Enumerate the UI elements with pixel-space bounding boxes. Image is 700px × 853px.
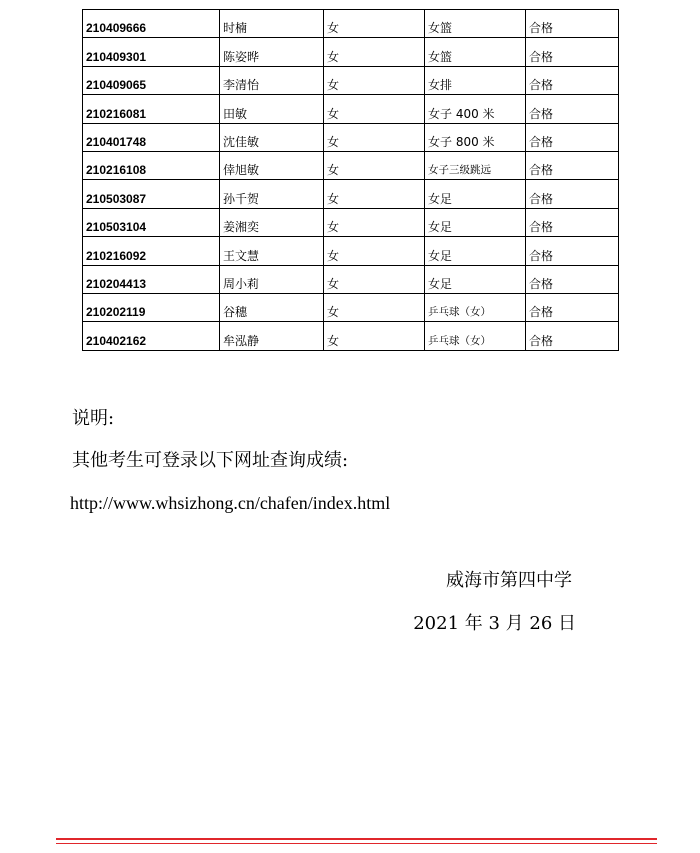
cell-exam-id: 210402162: [83, 322, 220, 350]
cell-name: 陈姿晔: [220, 38, 324, 66]
cell-gender: 女: [324, 95, 425, 123]
cell-result: 合格: [526, 293, 619, 321]
cell-exam-id: 210503104: [83, 208, 220, 236]
query-url-link[interactable]: http://www.whsizhong.cn/chafen/index.html: [70, 493, 391, 513]
cell-name: 周小莉: [220, 265, 324, 293]
cell-gender: 女: [324, 208, 425, 236]
note-instruction: 其他考生可登录以下网址查询成绩:: [72, 450, 349, 471]
cell-event: 女足: [425, 208, 526, 236]
cell-exam-id: 210409301: [83, 38, 220, 66]
cell-name: 田敏: [220, 95, 324, 123]
cell-event: 女足: [425, 237, 526, 265]
cell-result: 合格: [526, 38, 619, 66]
table-row: [83, 38, 619, 66]
cell-gender: 女: [324, 237, 425, 265]
cell-exam-id: 210216092: [83, 237, 220, 265]
table-row: [83, 293, 619, 321]
cell-name: 李清怡: [220, 66, 324, 94]
cell-result: 合格: [526, 265, 619, 293]
school-signature: 威海市第四中学: [446, 570, 572, 591]
cell-event: 女子 400 米: [425, 95, 526, 123]
cell-event: 女足: [425, 265, 526, 293]
table-row: [83, 180, 619, 208]
table-row: [83, 208, 619, 236]
cell-result: 合格: [526, 208, 619, 236]
cell-exam-id: 210409065: [83, 66, 220, 94]
cell-result: 合格: [526, 151, 619, 179]
cell-exam-id: 210204413: [83, 265, 220, 293]
cell-event: 女足: [425, 180, 526, 208]
cell-event: 乒乓球（女）: [425, 322, 526, 350]
cell-name: 沈佳敏: [220, 123, 324, 151]
cell-exam-id: 210202119: [83, 293, 220, 321]
cell-result: 合格: [526, 180, 619, 208]
table-row: [83, 95, 619, 123]
cell-name: 王文慧: [220, 237, 324, 265]
table-row: [83, 123, 619, 151]
cell-event: 女排: [425, 66, 526, 94]
cell-gender: 女: [324, 265, 425, 293]
cell-exam-id: 210216081: [83, 95, 220, 123]
cell-result: 合格: [526, 237, 619, 265]
cell-result: 合格: [526, 322, 619, 350]
cell-name: 时楠: [220, 10, 324, 38]
cell-result: 合格: [526, 123, 619, 151]
signature-date: 2021 年 3 月 26 日: [413, 613, 576, 634]
cell-gender: 女: [324, 293, 425, 321]
cell-exam-id: 210401748: [83, 123, 220, 151]
cell-event: 女篮: [425, 38, 526, 66]
cell-name: 谷穗: [220, 293, 324, 321]
cell-name: 牟泓静: [220, 322, 324, 350]
cell-gender: 女: [324, 66, 425, 94]
table-row: [83, 10, 619, 38]
cell-exam-id: 210216108: [83, 151, 220, 179]
cell-event: 乒乓球（女）: [425, 293, 526, 321]
table-row: [83, 66, 619, 94]
cell-name: 孙千贺: [220, 180, 324, 208]
cell-event: 女子三级跳远: [425, 151, 526, 179]
cell-gender: 女: [324, 151, 425, 179]
cell-exam-id: 210503087: [83, 180, 220, 208]
cell-event: 女子 800 米: [425, 123, 526, 151]
cell-name: 倖旭敏: [220, 151, 324, 179]
cell-name: 姜湘奕: [220, 208, 324, 236]
footer-rule-thick: [56, 838, 657, 840]
cell-result: 合格: [526, 10, 619, 38]
table-row: [83, 237, 619, 265]
cell-gender: 女: [324, 180, 425, 208]
cell-gender: 女: [324, 123, 425, 151]
cell-gender: 女: [324, 38, 425, 66]
table-row: [83, 322, 619, 350]
cell-result: 合格: [526, 66, 619, 94]
cell-gender: 女: [324, 10, 425, 38]
note-title: 说明:: [72, 408, 115, 429]
footer-rule-thin: [56, 843, 657, 844]
cell-exam-id: 210409666: [83, 10, 220, 38]
table-row: [83, 265, 619, 293]
results-table: [82, 9, 619, 351]
table-row: [83, 151, 619, 179]
table-body: [83, 10, 619, 351]
cell-event: 女篮: [425, 10, 526, 38]
cell-result: 合格: [526, 95, 619, 123]
cell-gender: 女: [324, 322, 425, 350]
